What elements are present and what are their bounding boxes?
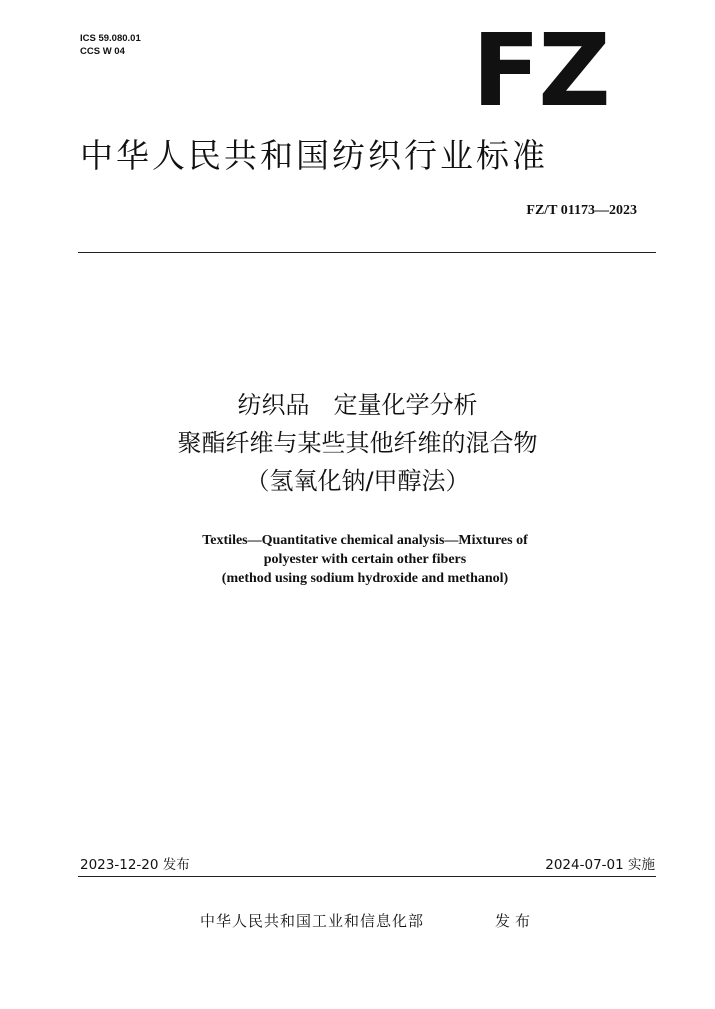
english-title — [0, 531, 715, 588]
chinese-title-line-3: （氢氧化钠/甲醇法） — [245, 467, 470, 495]
issue-label: 发布 — [495, 912, 536, 930]
english-title-line-1: Textiles—Quantitative chemical analysis—Mixtures of — [202, 533, 528, 548]
top-divider — [78, 252, 656, 253]
classification-codes — [80, 32, 141, 58]
english-title-line-3: (method using sodium hydroxide and methanol) — [221, 571, 509, 586]
english-title-line-2: polyester with certain other fibers — [263, 552, 467, 567]
issue-date: 2023-12-20 发布 — [80, 857, 190, 873]
standard-category-title: 中华人民共和国纺织行业标准 — [80, 136, 548, 175]
issuing-authority: 中华人民共和国工业和信息化部 — [200, 912, 425, 930]
ccs-code: CCS W 04 — [80, 46, 125, 57]
ics-code: ICS 59.080.01 — [80, 33, 141, 44]
chinese-title — [0, 386, 715, 500]
chinese-title-line-1: 纺织品 定量化学分析 — [237, 391, 478, 419]
standard-number: FZ/T 01173—2023 — [526, 203, 637, 218]
fz-logo: FZ — [472, 28, 609, 114]
chinese-title-line-2: 聚酯纤维与某些其他纤维的混合物 — [177, 429, 538, 457]
implementation-date: 2024-07-01 实施 — [545, 857, 655, 873]
bottom-divider — [78, 876, 656, 877]
